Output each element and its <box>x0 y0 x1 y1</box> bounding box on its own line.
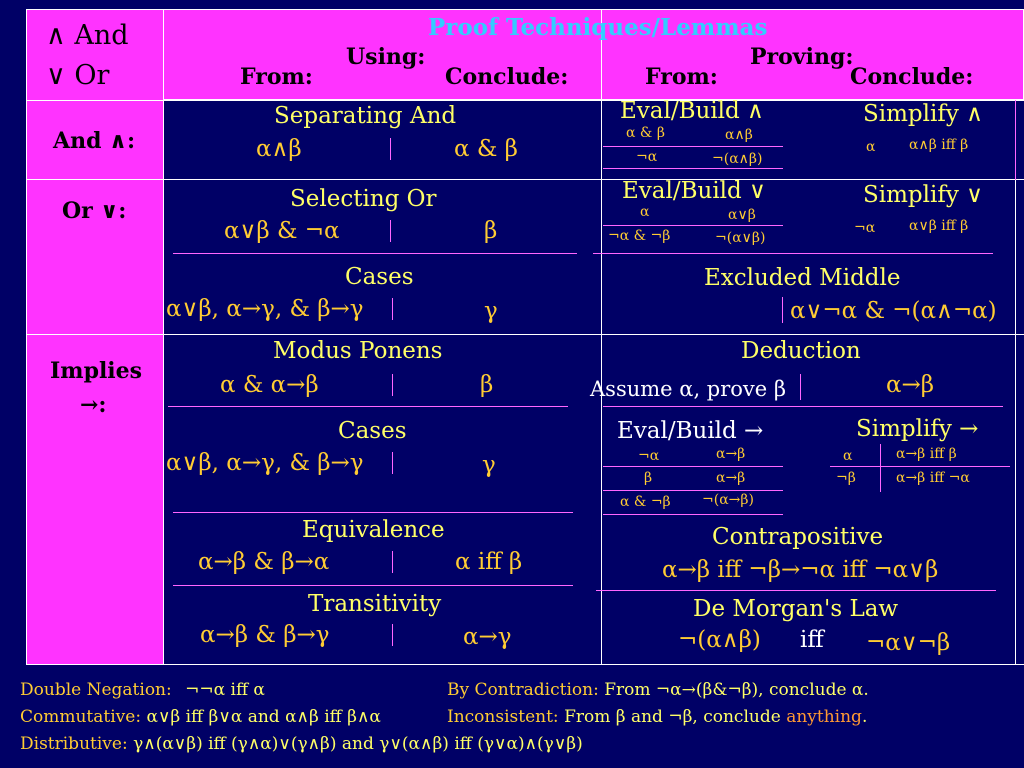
eval-and-r2a: ¬α <box>636 149 658 165</box>
eval-imp-title: Eval/Build → <box>617 418 764 444</box>
footer-contradiction <box>447 680 869 700</box>
eval-imp-r2b: α→β <box>716 470 746 486</box>
grid-line <box>163 334 1024 335</box>
eval-imp-r1a: ¬α <box>638 448 660 464</box>
grid-line <box>603 146 783 147</box>
grid-line <box>173 253 577 254</box>
header-divider <box>601 9 602 665</box>
separator <box>392 624 393 646</box>
demorgan-iff: iff <box>800 627 824 653</box>
from-label-using: From: <box>240 64 313 90</box>
grid-line <box>603 406 1003 407</box>
deduction-title: Deduction <box>741 338 861 364</box>
cases2-title: Cases <box>338 418 407 444</box>
eval-and-r1b: α∧β <box>725 127 753 143</box>
simplify-imp-title: Simplify → <box>856 416 979 442</box>
modus-ponens-from: α & α→β <box>220 372 319 398</box>
simplify-imp-r2a: ¬β <box>836 470 856 486</box>
demorgan-left: ¬(α∧β) <box>678 627 761 653</box>
modus-ponens-title: Modus Ponens <box>273 338 443 364</box>
from-label-proving: From: <box>645 64 718 90</box>
eval-or-r1b: α∨β <box>728 207 756 223</box>
simplify-or-a: ¬α <box>854 220 876 236</box>
simplify-and-a: α <box>866 139 876 155</box>
cases2-from: α∨β, α→γ, & β→γ <box>166 450 364 476</box>
conclude-label-using: Conclude: <box>445 64 569 90</box>
eval-and-r1a: α & β <box>626 125 665 141</box>
transitivity-title: Transitivity <box>308 591 442 617</box>
sel-or-conclude: β <box>484 218 498 244</box>
grid-line <box>593 253 993 254</box>
eval-or-title: Eval/Build ∨ <box>622 178 766 204</box>
grid-line <box>596 590 996 591</box>
legend-and: ∧ And <box>46 20 129 51</box>
excluded-middle-title: Excluded Middle <box>704 265 901 291</box>
footer-commutative <box>20 707 381 727</box>
commutative-label: Commutative: <box>20 707 142 727</box>
distributive-value: γ∧(α∨β) iff (γ∧α)∨(γ∧β) and γ∨(α∧β) iff (γ∨α)∧(γ∨β) <box>133 734 583 754</box>
separator <box>880 444 881 492</box>
conclude-label-proving: Conclude: <box>850 64 974 90</box>
sel-or-title: Selecting Or <box>290 186 437 212</box>
eval-imp-r1b: α→β <box>716 446 746 462</box>
eval-or-r1a: α <box>640 204 650 220</box>
cases1-from: α∨β, α→γ, & β→γ <box>166 296 364 322</box>
eval-and-r2b: ¬(α∧β) <box>712 151 763 167</box>
grid-line <box>26 664 1024 665</box>
cases1-title: Cases <box>345 264 414 290</box>
contradiction-label: By Contradiction: <box>447 680 599 700</box>
row-implies-text: Implies <box>50 358 143 384</box>
grid-line <box>603 514 783 515</box>
separator <box>800 374 801 400</box>
separator <box>390 138 391 160</box>
sep-and-title: Separating And <box>274 103 457 129</box>
using-label: Using: <box>346 44 426 70</box>
excluded-middle-formula: α∨¬α & ¬(α∧¬α) <box>790 298 997 324</box>
row-or-text: Or ∨: <box>62 198 127 224</box>
simplify-or-b: α∨β iff β <box>909 218 969 234</box>
eval-imp-r3a: α & ¬β <box>620 494 671 510</box>
legend-or: ∨ Or <box>46 60 110 91</box>
transitivity-conclude: α→γ <box>463 624 512 650</box>
inconsistent-period: . <box>861 707 868 727</box>
footer-distributive <box>20 734 583 754</box>
sep-and-from: α∧β <box>256 136 302 162</box>
page-title: Proof Techniques/Lemmas <box>428 14 768 41</box>
grid-line <box>173 512 573 513</box>
inconsistent-value: From β and ¬β, conclude <box>564 707 781 727</box>
equivalence-from: α→β & β→α <box>198 549 330 575</box>
anything-text: anything <box>786 707 862 727</box>
equivalence-title: Equivalence <box>302 517 445 543</box>
grid-line <box>830 466 1010 467</box>
cases2-conclude: γ <box>482 452 496 478</box>
commutative-value: α∨β iff β∨α and α∧β iff β∧α <box>146 707 381 727</box>
separator <box>392 551 393 573</box>
separator <box>392 374 393 396</box>
modus-ponens-conclude: β <box>480 372 494 398</box>
demorgan-title: De Morgan's Law <box>693 596 899 622</box>
simplify-imp-r1a: α <box>843 448 853 464</box>
equivalence-conclude: α iff β <box>455 549 523 575</box>
row-implies-arrow: →: <box>80 392 107 418</box>
grid-line <box>163 179 1024 180</box>
row-and-text: And ∧: <box>53 128 136 154</box>
distributive-label: Distributive: <box>20 734 128 754</box>
simplify-imp-r1b: α→β iff β <box>896 446 957 462</box>
contrapositive-title: Contrapositive <box>712 524 884 550</box>
grid-line <box>603 168 783 169</box>
deduction-from: Assume α, prove β <box>590 377 787 401</box>
simplify-and-b: α∧β iff β <box>909 137 969 153</box>
simplify-imp-r2b: α→β iff ¬α <box>896 470 970 486</box>
separator <box>392 298 393 320</box>
separator <box>390 220 391 242</box>
grid-line <box>603 490 783 491</box>
separator <box>392 452 393 474</box>
cases1-conclude: γ <box>484 298 498 324</box>
footer-double-negation <box>20 680 265 700</box>
separator <box>782 297 783 323</box>
eval-imp-r3b: ¬(α→β) <box>702 492 754 508</box>
proving-label: Proving: <box>750 44 854 70</box>
separator <box>1015 100 1016 180</box>
footer-inconsistent <box>447 707 867 727</box>
double-negation-label: Double Negation: <box>20 680 172 700</box>
simplify-and-title: Simplify ∧ <box>863 101 984 127</box>
eval-or-r2b: ¬(α∨β) <box>715 230 766 246</box>
eval-or-r2a: ¬α & ¬β <box>608 228 671 244</box>
grid-line <box>1015 99 1016 665</box>
inconsistent-label: Inconsistent: <box>447 707 559 727</box>
eval-and-title: Eval/Build ∧ <box>620 98 764 124</box>
grid-line <box>603 466 783 467</box>
demorgan-right: ¬α∨¬β <box>866 630 951 656</box>
double-negation-value: ¬¬α iff α <box>185 680 265 700</box>
simplify-or-title: Simplify ∨ <box>863 182 984 208</box>
grid-line <box>168 406 568 407</box>
grid-line <box>173 585 573 586</box>
sep-and-conclude: α & β <box>454 136 518 162</box>
grid-line <box>603 225 783 226</box>
sel-or-from: α∨β & ¬α <box>224 218 340 244</box>
transitivity-from: α→β & β→γ <box>200 622 330 648</box>
contrapositive-formula: α→β iff ¬β→¬α iff ¬α∨β <box>662 557 939 583</box>
deduction-conclude: α→β <box>886 372 935 398</box>
contradiction-value: From ¬α→(β&¬β), conclude α. <box>604 680 869 700</box>
eval-imp-r2a: β <box>644 470 653 486</box>
